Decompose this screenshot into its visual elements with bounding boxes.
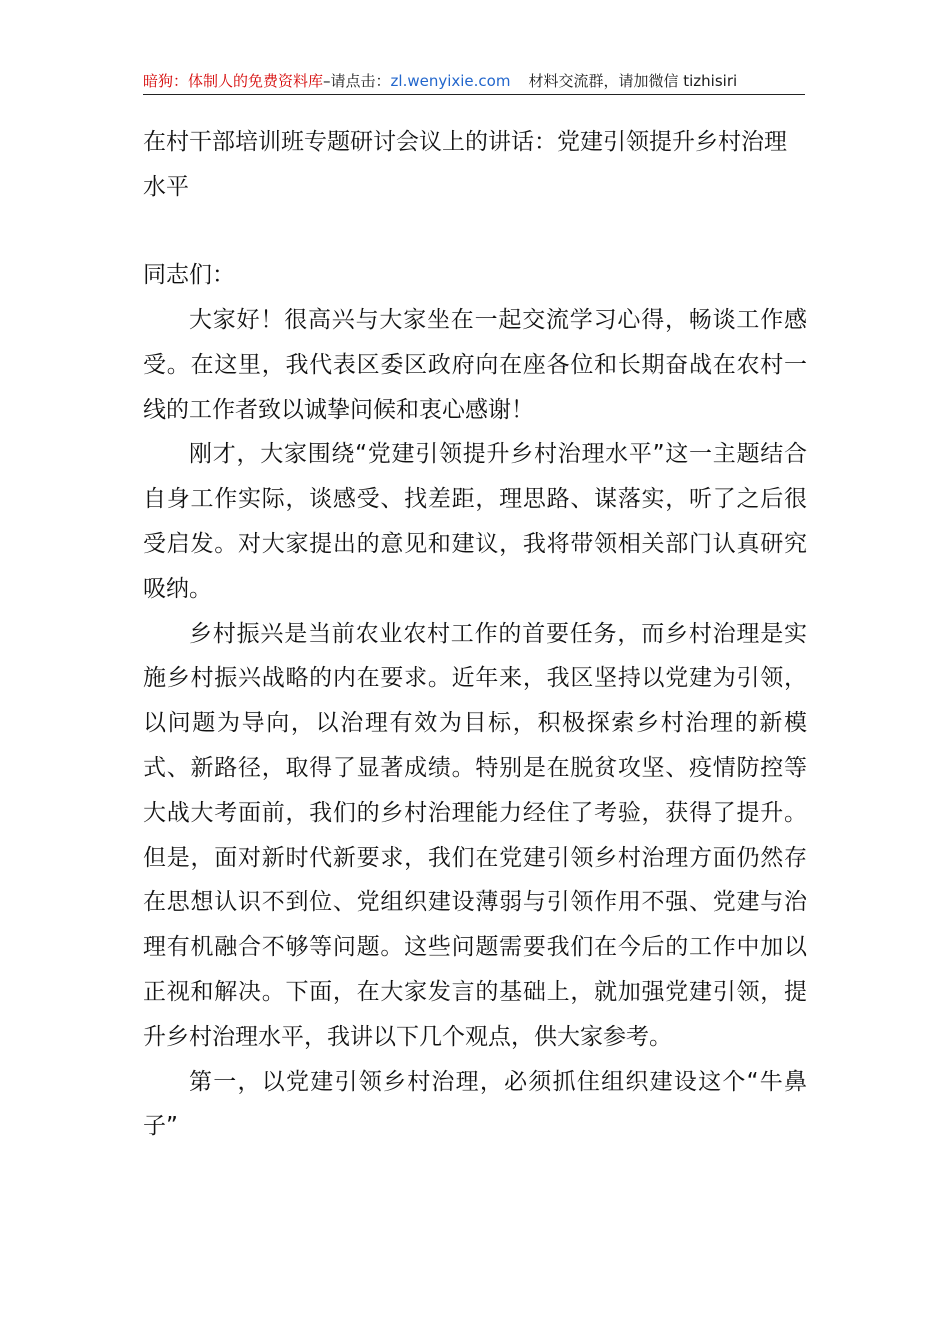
document-body (143, 120, 807, 1149)
header-group-info: 材料交流群，请加微信 tizhisiri (528, 72, 738, 90)
header-url-link[interactable]: zl.wenyixie.com (390, 72, 511, 90)
header-prompt: –请点击： (323, 72, 391, 90)
document-title: 在村干部培训班专题研讨会议上的讲话：党建引领提升乡村治理水平 (143, 129, 787, 200)
paragraph: 乡村振兴是当前农业农村工作的首要任务，而乡村治理是实施乡村振兴战略的内在要求。近年来，我区坚持以党建为引领，以问题为导向，以治理有效为目标，积极探索乡村治理的新模式、新路径，取得了显著成绩。特别是在脱贫攻坚、疫情防控等大战大考面前，我们的乡村治理能力经住了考验，获得了提升。但是，面对新时代新要求，我们在党建引领乡村治理方面仍然存在思想认识不到位、党组织建设薄弱与引领作用不强、党建与治理有机融合不够等问题。这些问题需要我们在今后的工作中加以正视和解决。下面，在大家发言的基础上，就加强党建引领，提升乡村治理水平，我讲以下几个观点，供大家参考。 (143, 620, 807, 1050)
section-heading: 第一，以党建引领乡村治理，必须抓住组织建设这个“牛鼻子” (143, 1068, 807, 1140)
page-header (143, 68, 805, 95)
paragraph: 刚才，大家围绕“党建引领提升乡村治理水平”这一主题结合自身工作实际，谈感受、找差距，理思路、谋落实，听了之后很受启发。对大家提出的意见和建议，我将带领相关部门认真研究吸纳。 (143, 441, 807, 602)
paragraph: 大家好！很高兴与大家坐在一起交流学习心得，畅谈工作感受。在这里，我代表区委区政府向在座各位和长期奋战在农村一线的工作者致以诚挚问候和衷心感谢！ (143, 307, 807, 423)
header-brand: 暗狗：体制人的免费资料库 (143, 72, 324, 90)
salutation: 同志们： (143, 262, 235, 288)
